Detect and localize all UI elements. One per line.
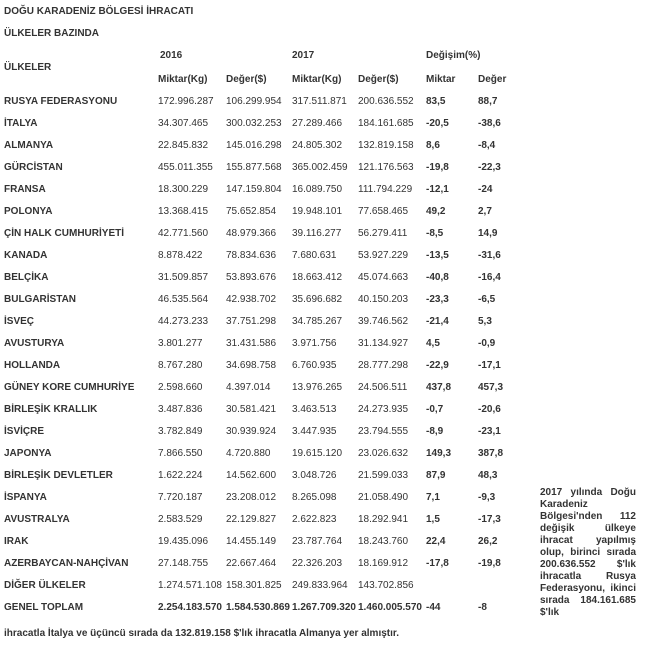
- row-cv: -31,6: [478, 250, 501, 261]
- row-q17: 19.615.120: [292, 448, 343, 459]
- row-cq: 437,8: [426, 382, 452, 393]
- row-country: IRAK: [4, 536, 29, 547]
- row-q16: 34.307.465: [158, 118, 209, 129]
- row-v17: 39.746.562: [358, 316, 409, 327]
- row-v16: 155.877.568: [226, 162, 282, 173]
- total-country: GENEL TOPLAM: [4, 602, 84, 613]
- row-q17: 24.805.302: [292, 140, 343, 151]
- row-q17: 3.447.935: [292, 426, 337, 437]
- row-cv: -17,1: [478, 360, 501, 371]
- page-title: DOĞU KARADENİZ BÖLGESİ İHRACATI: [4, 6, 194, 17]
- row-country: BULGARİSTAN: [4, 294, 77, 305]
- row-country: FRANSA: [4, 184, 46, 195]
- row-q17: 34.785.267: [292, 316, 343, 327]
- row-q16: 1.274.571.108: [158, 580, 222, 591]
- row-cq: -20,5: [426, 118, 449, 129]
- row-q16: 44.273.233: [158, 316, 209, 327]
- row-cq: -23,3: [426, 294, 449, 305]
- row-v17: 24.273.935: [358, 404, 409, 415]
- row-q16: 31.509.857: [158, 272, 209, 283]
- row-q17: 8.265.098: [292, 492, 337, 503]
- row-v16: 48.979.366: [226, 228, 277, 239]
- row-cq: 1,5: [426, 514, 440, 525]
- row-cq: -8,5: [426, 228, 444, 239]
- row-q17: 249.833.964: [292, 580, 348, 591]
- row-q17: 3.463.513: [292, 404, 337, 415]
- row-country: BİRLEŞİK KRALLIK: [4, 404, 98, 415]
- header-qty-2017: Miktar(Kg): [292, 74, 342, 85]
- header-change: Değişim(%): [426, 50, 481, 61]
- row-v16: 53.893.676: [226, 272, 277, 283]
- row-q16: 18.300.229: [158, 184, 209, 195]
- row-q16: 7.866.550: [158, 448, 203, 459]
- row-country: KANADA: [4, 250, 48, 261]
- row-v17: 184.161.685: [358, 118, 414, 129]
- row-cv: -17,3: [478, 514, 501, 525]
- row-country: BELÇİKA: [4, 272, 49, 283]
- row-v16: 23.208.012: [226, 492, 277, 503]
- row-country: AVUSTURYA: [4, 338, 65, 349]
- row-cv: 88,7: [478, 96, 498, 107]
- row-country: ALMANYA: [4, 140, 54, 151]
- row-country: POLONYA: [4, 206, 53, 217]
- total-v16: 1.584.530.869: [226, 602, 290, 613]
- total-cq: -44: [426, 602, 441, 613]
- row-cv: 387,8: [478, 448, 504, 459]
- row-cv: -20,6: [478, 404, 501, 415]
- row-cv: 48,3: [478, 470, 498, 481]
- row-q16: 455.011.355: [158, 162, 213, 173]
- row-q16: 172.996.287: [158, 96, 214, 107]
- row-country: BİRLEŞİK DEVLETLER: [4, 470, 113, 481]
- row-v16: 34.698.758: [226, 360, 277, 371]
- row-v17: 18.243.760: [358, 536, 409, 547]
- row-v17: 121.176.563: [358, 162, 414, 173]
- row-cv: -6,5: [478, 294, 496, 305]
- row-cv: -9,3: [478, 492, 496, 503]
- row-q16: 2.598.660: [158, 382, 203, 393]
- row-q16: 46.535.564: [158, 294, 209, 305]
- row-q17: 2.622.823: [292, 514, 337, 525]
- row-cq: 7,1: [426, 492, 440, 503]
- row-v17: 111.794.229: [358, 184, 413, 195]
- row-cq: -0,7: [426, 404, 444, 415]
- row-country: HOLLANDA: [4, 360, 61, 371]
- row-v17: 56.279.411: [358, 228, 408, 239]
- row-cq: -12,1: [426, 184, 449, 195]
- row-v16: 300.032.253: [226, 118, 282, 129]
- row-v17: 200.636.552: [358, 96, 414, 107]
- row-cv: -8,4: [478, 140, 496, 151]
- row-v17: 21.599.033: [358, 470, 409, 481]
- row-q17: 13.976.265: [292, 382, 343, 393]
- row-cq: -8,9: [426, 426, 444, 437]
- row-q16: 19.435.096: [158, 536, 209, 547]
- row-country: AZERBAYCAN-NAHÇİVAN: [4, 558, 129, 569]
- row-q17: 27.289.466: [292, 118, 343, 129]
- row-cq: -22,9: [426, 360, 449, 371]
- row-v17: 24.506.511: [358, 382, 408, 393]
- row-q17: 6.760.935: [292, 360, 337, 371]
- row-q16: 22.845.832: [158, 140, 209, 151]
- row-q16: 8.878.422: [158, 250, 203, 261]
- row-v16: 42.938.702: [226, 294, 277, 305]
- row-cq: -19,8: [426, 162, 449, 173]
- row-v17: 53.927.229: [358, 250, 409, 261]
- row-q16: 7.720.187: [158, 492, 203, 503]
- row-q16: 42.771.560: [158, 228, 209, 239]
- row-cv: -0,9: [478, 338, 496, 349]
- row-cq: -17,8: [426, 558, 449, 569]
- row-cv: -16,4: [478, 272, 501, 283]
- row-v16: 14.455.149: [226, 536, 277, 547]
- total-cv: -8: [478, 602, 487, 613]
- row-v16: 158.301.825: [226, 580, 282, 591]
- header-change-qty: Miktar: [426, 74, 456, 85]
- row-v16: 4.720.880: [226, 448, 271, 459]
- row-v16: 37.751.298: [226, 316, 277, 327]
- row-q17: 365.002.459: [292, 162, 348, 173]
- row-v16: 75.652.854: [226, 206, 277, 217]
- row-country: İSVEÇ: [4, 316, 35, 327]
- row-country: GÜRCİSTAN: [4, 162, 63, 173]
- row-country: ÇİN HALK CUMHURİYETİ: [4, 228, 124, 239]
- row-cq: 83,5: [426, 96, 446, 107]
- row-v16: 22.129.827: [226, 514, 277, 525]
- row-country: İSVİÇRE: [4, 426, 45, 437]
- row-q17: 18.663.412: [292, 272, 343, 283]
- row-q17: 39.116.277: [292, 228, 342, 239]
- row-cv: 2,7: [478, 206, 492, 217]
- row-v16: 30.581.421: [226, 404, 277, 415]
- total-v17: 1.460.005.570: [358, 602, 422, 613]
- row-v17: 132.819.158: [358, 140, 414, 151]
- row-cq: 4,5: [426, 338, 440, 349]
- header-change-val: Değer: [478, 74, 507, 85]
- header-countries: ÜLKELER: [4, 62, 52, 73]
- row-q17: 3.048.726: [292, 470, 337, 481]
- row-cv: -22,3: [478, 162, 501, 173]
- row-cq: 87,9: [426, 470, 446, 481]
- row-cv: 26,2: [478, 536, 498, 547]
- row-cv: 457,3: [478, 382, 504, 393]
- row-v16: 30.939.924: [226, 426, 277, 437]
- row-v16: 106.299.954: [226, 96, 282, 107]
- row-v17: 45.074.663: [358, 272, 409, 283]
- row-cq: 8,6: [426, 140, 440, 151]
- row-q16: 2.583.529: [158, 514, 203, 525]
- row-q17: 7.680.631: [292, 250, 337, 261]
- header-year-2016: 2016: [160, 50, 183, 61]
- row-country: İSPANYA: [4, 492, 47, 503]
- row-v17: 23.026.632: [358, 448, 409, 459]
- row-cq: 49,2: [426, 206, 446, 217]
- row-q16: 27.148.755: [158, 558, 209, 569]
- row-v17: 21.058.490: [358, 492, 409, 503]
- row-v16: 31.431.586: [226, 338, 277, 349]
- row-country: JAPONYA: [4, 448, 52, 459]
- row-v17: 143.702.856: [358, 580, 414, 591]
- row-country: RUSYA FEDERASYONU: [4, 96, 118, 107]
- footer-note: ihracatla İtalya ve üçüncü sırada da 132.819.158 $'lık ihracatla Almanya yer almıştır.: [4, 628, 400, 639]
- row-v16: 22.667.464: [226, 558, 277, 569]
- row-v17: 18.292.941: [358, 514, 409, 525]
- page-subtitle: ÜLKELER BAZINDA: [4, 28, 99, 39]
- row-q16: 3.782.849: [158, 426, 203, 437]
- row-q17: 3.971.756: [292, 338, 337, 349]
- row-v17: 28.777.298: [358, 360, 409, 371]
- row-cv: -19,8: [478, 558, 501, 569]
- row-q17: 317.511.871: [292, 96, 347, 107]
- row-v16: 4.397.014: [226, 382, 271, 393]
- row-v17: 77.658.465: [358, 206, 409, 217]
- row-q16: 3.487.836: [158, 404, 203, 415]
- row-cq: -21,4: [426, 316, 449, 327]
- row-v17: 40.150.203: [358, 294, 409, 305]
- row-q17: 23.787.764: [292, 536, 343, 547]
- row-cq: -13,5: [426, 250, 449, 261]
- row-v17: 31.134.927: [358, 338, 409, 349]
- header-year-2017: 2017: [292, 50, 315, 61]
- row-cv: -23,1: [478, 426, 501, 437]
- header-val-2017: Değer($): [358, 74, 399, 85]
- header-val-2016: Değer($): [226, 74, 267, 85]
- row-cq: -40,8: [426, 272, 449, 283]
- row-q17: 16.089.750: [292, 184, 343, 195]
- header-qty-2016: Miktar(Kg): [158, 74, 208, 85]
- row-country: İTALYA: [4, 118, 38, 129]
- row-v16: 14.562.600: [226, 470, 277, 481]
- row-cq: 22,4: [426, 536, 446, 547]
- row-q16: 3.801.277: [158, 338, 203, 349]
- row-country: GÜNEY KORE CUMHURİYE: [4, 382, 135, 393]
- total-q16: 2.254.183.570: [158, 602, 222, 613]
- row-cv: -38,6: [478, 118, 501, 129]
- row-q17: 22.326.203: [292, 558, 343, 569]
- row-v17: 18.169.912: [358, 558, 409, 569]
- row-v17: 23.794.555: [358, 426, 409, 437]
- row-q17: 35.696.682: [292, 294, 343, 305]
- row-country: DİĞER ÜLKELER: [4, 580, 86, 591]
- row-q16: 1.622.224: [158, 470, 203, 481]
- total-q17: 1.267.709.320: [292, 602, 356, 613]
- row-cv: -24: [478, 184, 493, 195]
- row-cv: 5,3: [478, 316, 492, 327]
- row-v16: 147.159.804: [226, 184, 282, 195]
- row-cq: 149,3: [426, 448, 452, 459]
- row-q17: 19.948.101: [292, 206, 343, 217]
- row-cv: 14,9: [478, 228, 498, 239]
- side-note: 2017 yılında Doğu Karadeniz Bölgesi'nden 112 değişik ülkeye ihracat yapılmış olup, birinci sırada 200.636.552 $'lık ihracatla Rusya Federasyonu, ikinci sırada 184.161.685 $'lık: [540, 487, 636, 618]
- row-country: AVUSTRALYA: [4, 514, 70, 525]
- row-v16: 78.834.636: [226, 250, 277, 261]
- row-v16: 145.016.298: [226, 140, 282, 151]
- row-q16: 13.368.415: [158, 206, 209, 217]
- row-q16: 8.767.280: [158, 360, 203, 371]
